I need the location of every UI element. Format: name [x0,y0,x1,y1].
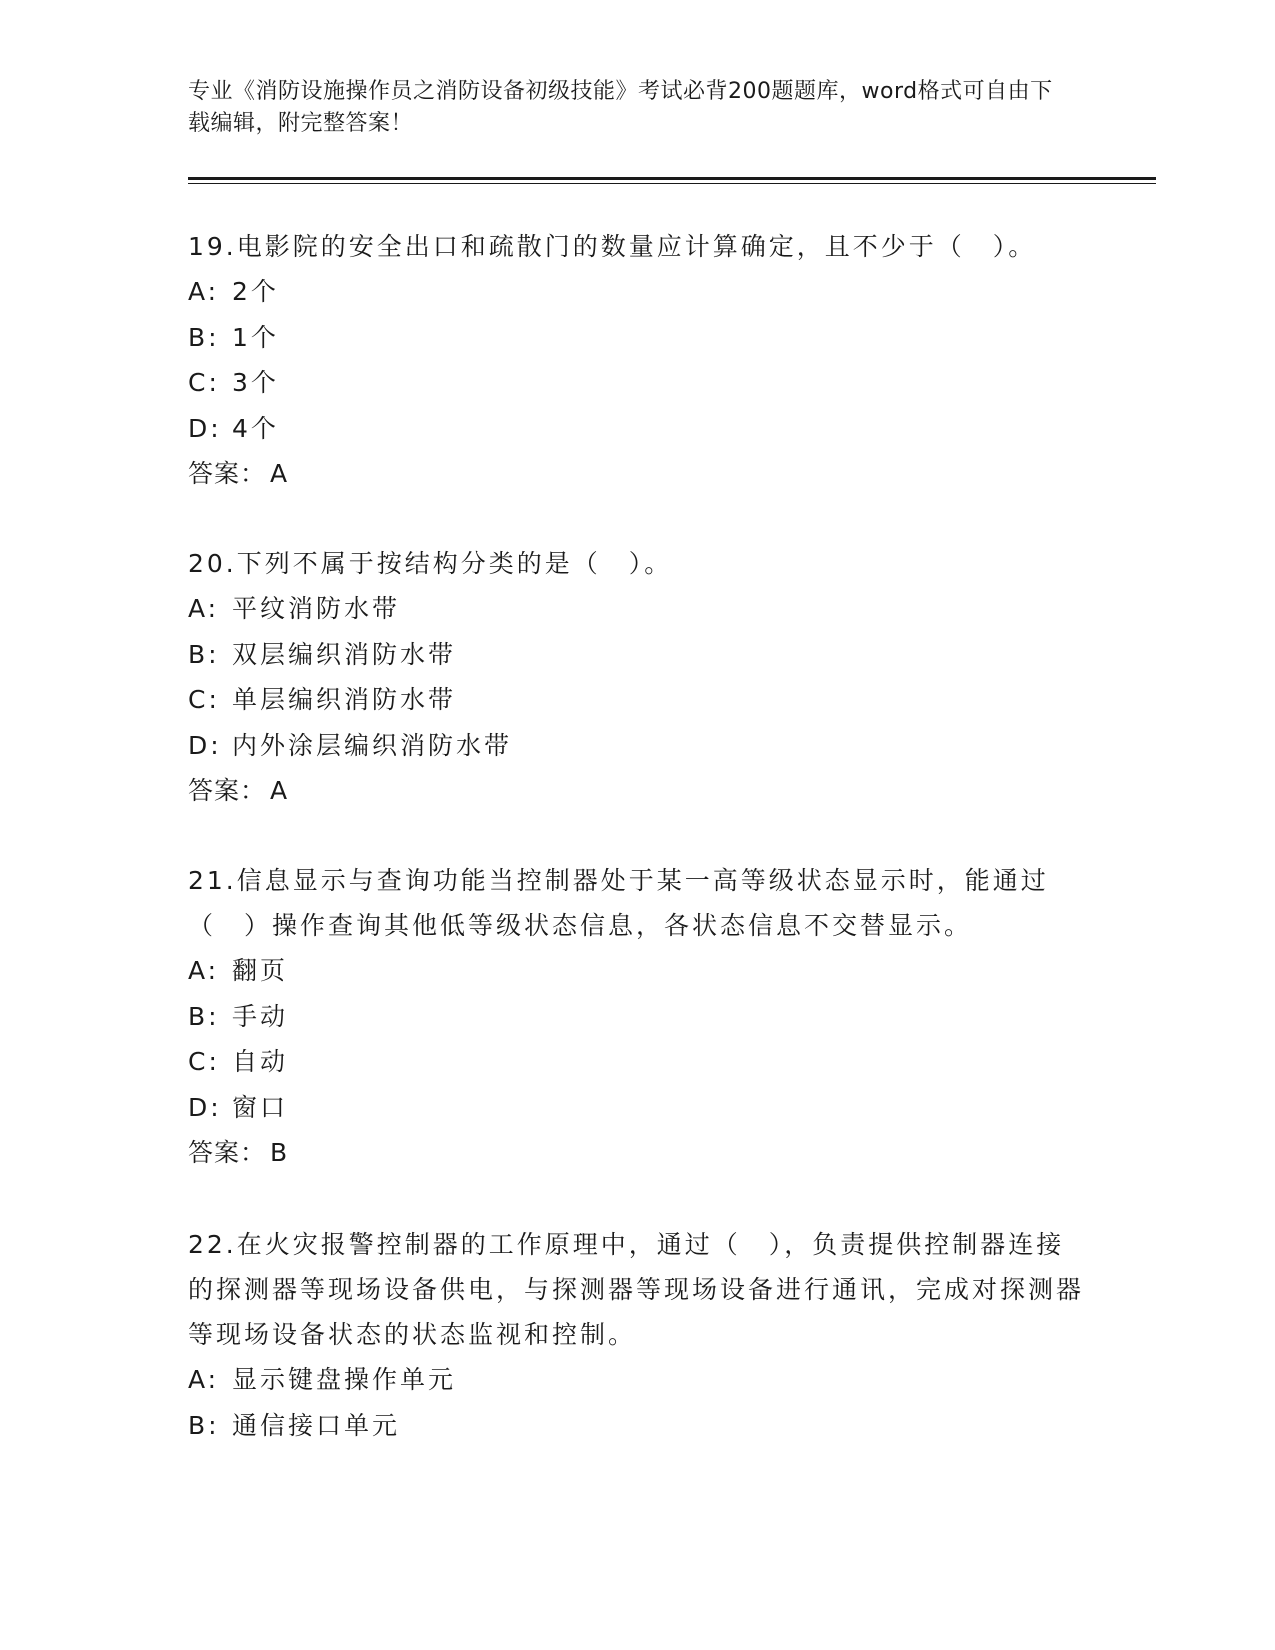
answer-label: 答案： [188,1138,267,1167]
header-divider-thick [188,177,1156,180]
option-text: 内外涂层编织消防水带 [232,730,513,760]
header-divider-thin [188,183,1156,184]
option-b [188,1403,1088,1449]
option-letter: D: [188,1092,222,1122]
question-stem: 21.信息显示与查询功能当控制器处于某一高等级状态显示时，能通过（ ）操作查询其他低等级状态信息，各状态信息不交替显示。 [188,866,1049,940]
option-letter: A: [188,594,220,623]
option-c [188,360,1088,406]
option-text: 单层编织消防水带 [232,685,457,714]
answer-label: 答案： [188,459,267,488]
option-c [188,1039,1088,1085]
option-text: 自动 [232,1047,289,1076]
question-stem: 22.在火灾报警控制器的工作原理中，通过（ ），负责提供控制器连接的探测器等现场设备供电，与探测器等现场设备进行通讯，完成对探测器等现场设备状态的状态监视和控制。 [188,1230,1085,1349]
question-19 [188,224,1088,497]
question-stem: 19.电影院的安全出口和疏散门的数量应计算确定，且不少于（ ）。 [188,232,1037,261]
option-text: 双层编织消防水带 [232,639,457,669]
option-text: 翻页 [232,956,289,985]
option-a [188,586,1088,632]
option-text: 显示键盘操作单元 [232,1365,457,1394]
answer-value: A [270,459,289,488]
question-21 [188,858,1088,1176]
option-text: 通信接口单元 [232,1410,401,1440]
option-letter: B: [188,1001,220,1031]
option-letter: C: [188,685,220,714]
option-d [188,406,1088,452]
option-d [188,723,1088,769]
answer-label: 答案： [188,776,267,805]
answer-line [188,1130,1088,1176]
answer-value: A [270,776,289,805]
answer-line [188,451,1088,497]
option-letter: B: [188,322,220,352]
option-b [188,315,1088,361]
option-letter: A: [188,277,220,306]
option-letter: B: [188,639,220,669]
option-letter: C: [188,368,220,397]
option-a [188,1357,1088,1403]
option-c [188,677,1088,723]
option-letter: B: [188,1410,220,1440]
option-text: 窗口 [232,1092,289,1122]
option-b [188,994,1088,1040]
option-text: 4个 [232,413,279,443]
option-letter: A: [188,1365,220,1394]
option-b [188,632,1088,678]
option-text: 平纹消防水带 [232,594,401,623]
option-letter: A: [188,956,220,985]
question-stem: 20.下列不属于按结构分类的是（ ）。 [188,549,673,578]
option-text: 3个 [232,368,279,397]
option-d [188,1085,1088,1131]
option-text: 1个 [232,322,279,352]
option-text: 手动 [232,1001,289,1031]
answer-line [188,768,1088,814]
option-a [188,948,1088,994]
question-22 [188,1222,1088,1448]
option-a [188,269,1088,315]
option-text: 2个 [232,277,279,306]
document-header: 专业《消防设施操作员之消防设备初级技能》考试必背200题题库，word格式可自由下载编辑，附完整答案！ [188,79,1053,136]
answer-value: B [270,1138,289,1167]
option-letter: D: [188,413,222,443]
option-letter: C: [188,1047,220,1076]
question-20 [188,541,1088,814]
option-letter: D: [188,730,222,760]
